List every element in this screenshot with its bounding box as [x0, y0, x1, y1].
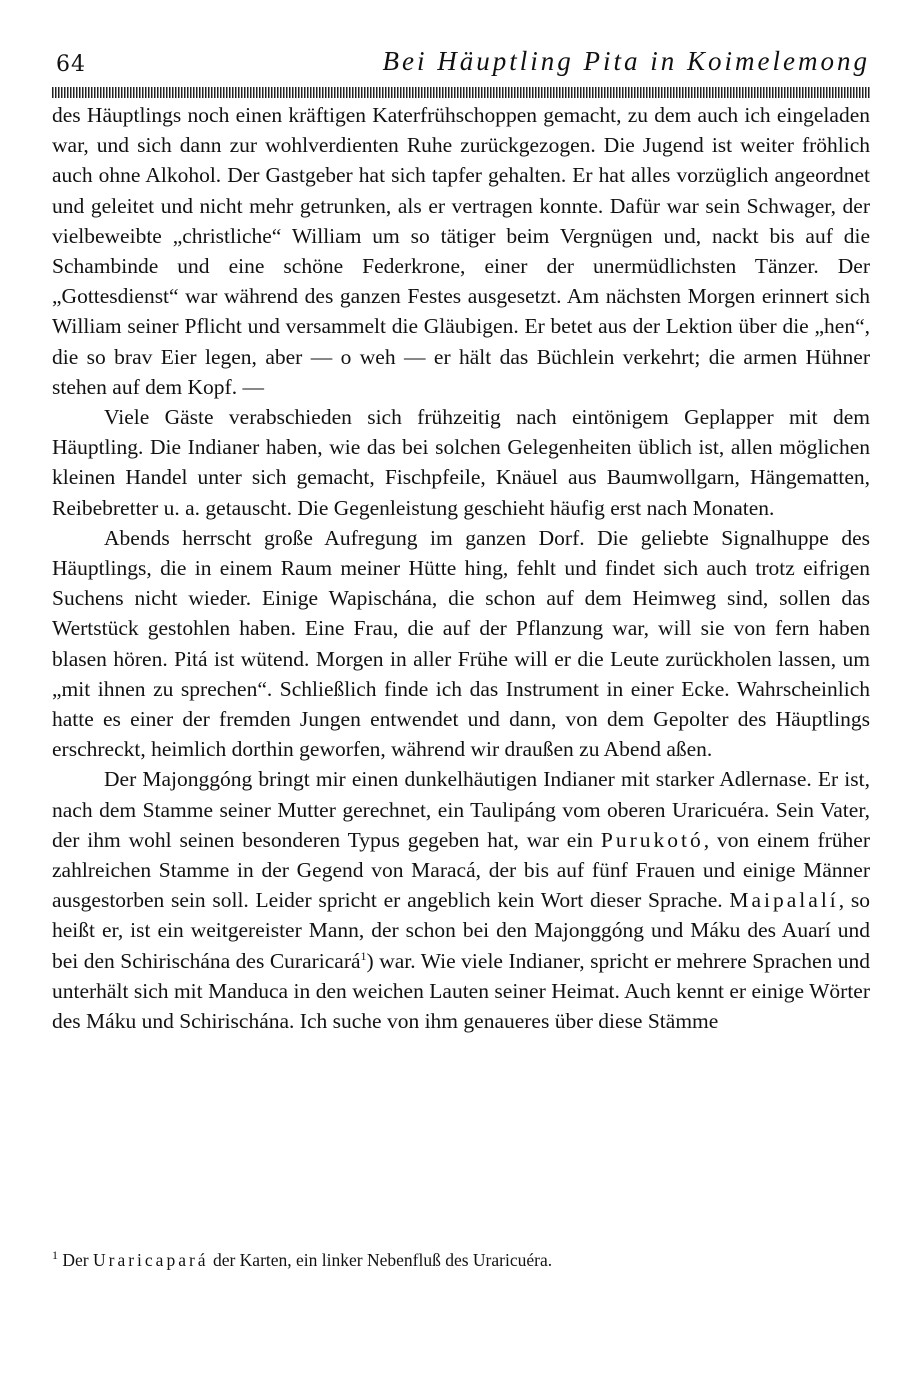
- paragraph-4-text-d: ) war. Wie viele Indianer, spricht er mehrere Sprachen und unterhält sich mit Manduca in den weichen Lauten seiner Heimat. Auch kennt er einige Wörter des Máku und Schirischána. Ich suche von ihm genaueres über diese Stämme: [52, 948, 870, 1034]
- paragraph-2: Viele Gäste verabschieden sich frühzeitig nach eintönigem Geplapper mit dem Häuptling. Die Indianer haben, wie das bei solchen Gelegenheiten üblich ist, allen möglichen kleinen Handel unter sich gemacht, Fischpfeile, Knäuel aus Baumwollgarn, Hängematten, Reibebretter u. a. getauscht. Die Gegenleistung geschieht häufig erst nach Monaten.: [52, 405, 870, 520]
- spaced-name-maipalali: Maipalalí: [729, 888, 839, 913]
- body-text: [52, 100, 870, 1036]
- paragraph-4-text-a: Der Majonggóng bringt mir einen dunkelhäutigen Indianer mit starker Adlernase. Er ist, nach dem Stamme seiner Mutter gerechnet, ein Taulipáng vom oberen Uraricuéra. Sein Vater, der ihm wohl seinen besonderen Typus gegeben hat, war ein: [52, 767, 870, 852]
- footnote-mark: 1: [52, 1248, 58, 1263]
- paragraph-3: Abends herrscht große Aufregung im ganzen Dorf. Die geliebte Signalhuppe des Häuptlings, die in einem Raum meiner Hütte hing, fehlt und findet sich auch trotz eifrigen Suchens nicht wieder. Einige Wapischána, die schon auf dem Heimweg sind, sollen das Wertstück gestohlen haben. Eine Frau, die auf der Pflanzung war, will sie von fern haben blasen hören. Pitá ist wütend. Morgen in aller Frühe will er die Leute zurückholen lassen, um „mit ihnen zu sprechen“. Schließlich finde ich das Instrument in einer Ecke. Wahrscheinlich hatte es einer der fremden Jungen entwendet und dann, von dem Gepolter des Häuptlings erschreckt, heimlich dorthin geworfen, während wir draußen zu Abend aßen.: [52, 525, 870, 762]
- paragraph-4-text-c: , so heißt er, ist ein weitgereister Mann, der schon bei den Majonggóng und Máku des Auarí und bei den Schirischána des Curaricará: [52, 888, 870, 973]
- paragraph-1: des Häuptlings noch einen kräftigen Katerfrühschoppen gemacht, zu dem auch ich eingeladen war, und sich dann zur wohlverdienten Ruhe zurückgezogen. Die Jugend ist weiter fröhlich auch ohne Alkohol. Der Gastgeber hat sich tapfer gehalten. Er hat alles vorzüglich angeordnet und geleitet und nicht mehr getrunken, als er vertragen konnte. Dafür war sein Schwager, der vielbeweibte „christliche“ William um so tätiger beim Vergnügen und, nackt bis auf die Schambinde und eine schöne Federkrone, einer der unermüdlichsten Tänzer. Der „Gottesdienst“ war während des ganzen Festes ausgesetzt. Am nächsten Morgen erinnert sich William seiner Pflicht und versammelt die Gläubigen. Er betet aus der Lektion über die „hen“, die so brav Eier legen, aber — o weh — er hält das Büchlein verkehrt; die armen Hühner stehen auf dem Kopf. —: [52, 103, 870, 399]
- paragraph-4-text-b: , von einem früher zahlreichen Stamme in der Gegend von Maracá, der bis auf fünf Frauen und einige Männer ausgestorben sein soll. Leider spricht er angeblich kein Wort dieser Sprache.: [52, 827, 870, 913]
- paragraph-4: [52, 764, 870, 1036]
- page-header: [52, 44, 870, 84]
- spaced-name-uraricapara: Uraricapará: [92, 1250, 209, 1270]
- footnote: [52, 1248, 870, 1272]
- spaced-name-purukoto: Purukotó: [600, 827, 704, 852]
- header-rule: [52, 87, 870, 98]
- running-head: Bei Häuptling Pita in Koimelemong: [382, 46, 870, 76]
- footnote-text-a: Der: [58, 1250, 93, 1270]
- footnote-text-b: der Karten, ein linker Nebenfluß des Uraricuéra.: [208, 1250, 553, 1270]
- page-number: 64: [56, 52, 86, 77]
- footnote-reference: 1: [360, 948, 367, 963]
